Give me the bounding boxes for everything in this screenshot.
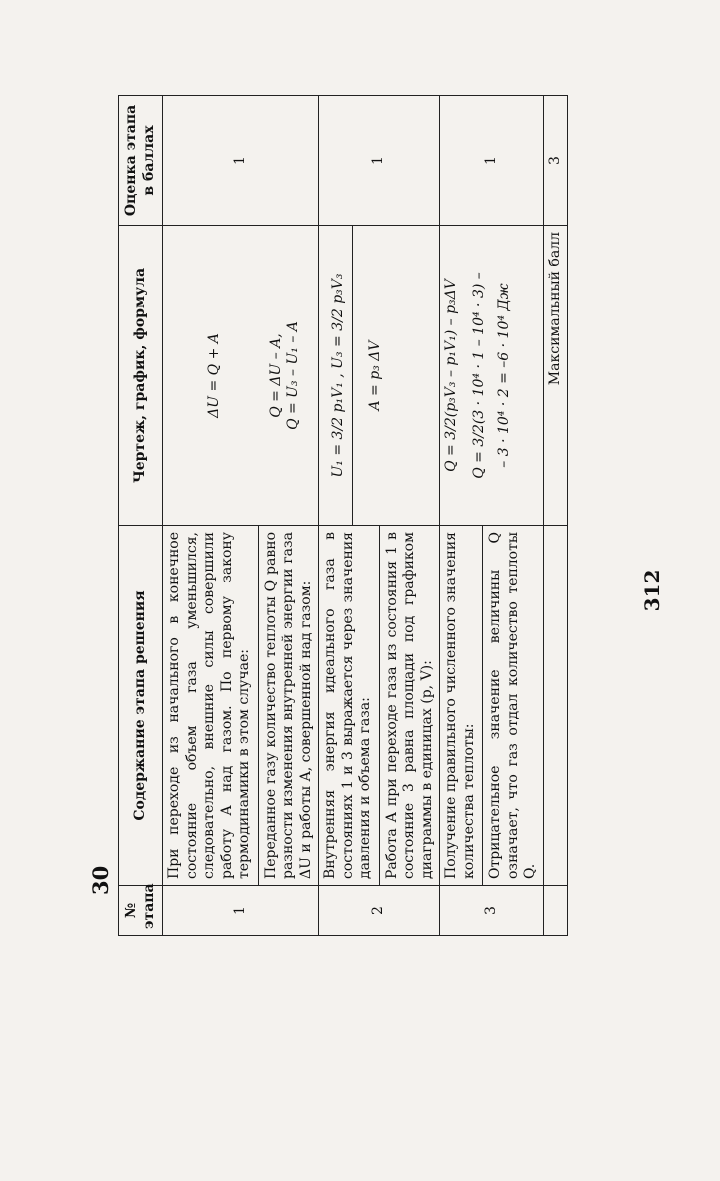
stage-formula [319,226,440,526]
stage-number: 2 [319,886,440,936]
empty-cell [543,886,568,936]
table-row [163,96,319,936]
table-row [440,96,544,936]
header-score: Оценка этапа в баллах [119,96,163,226]
formula-line: U₁ = 3/2 p₁V₁ , U₃ = 3/2 p₃V₃ [330,273,346,478]
content-text: Внутренняя энергия идеального газа в состояниях 1 и 3 выражается через значения давления и объема газа: [322,532,373,879]
table-row [319,96,440,936]
content-text: При переходе из начального в конечное состояние объем газа уменьшился, следовательно, внешние силы совершили работу A над газом. По первому закону термодинамики в этом случае: [166,532,252,879]
content-text: Переданное газу количество теплоты Q равно разности изменения внутренней энергии газа ΔU и работы A, совершенной над газом: [258,526,316,885]
header-row [119,96,163,936]
formula-line: Q = ΔU – A, [267,333,284,418]
content-text: Работа A при переходе газа из состояния 1 в состояние 3 равна площади под графиком диаграммы в единицах (p, V): [379,526,437,885]
stage-number: 1 [163,886,319,936]
stage-formula [163,226,319,526]
content-text: Получение правильного численного значения количества теплоты: [443,532,477,879]
max-score-value: 3 [543,96,568,226]
content-text: Отрицательное значение величины Q означает, что газ отдал количество теплоты Q. [482,526,540,885]
stage-content [319,526,440,886]
formula-line: Q = 3/2(p₃V₃ – p₁V₁) – p₃ΔV [443,279,459,472]
stage-number: 3 [440,886,544,936]
page-number: 312 [640,569,664,612]
formula-line: A = p₃ ΔV [352,226,397,525]
stage-formula [440,226,544,526]
max-score-row [543,96,568,936]
stage-score: 1 [319,96,440,226]
header-num: № этапа [119,886,163,936]
solution-table [118,95,568,936]
formula-line: ΔU = Q + A [206,333,222,418]
header-formula: Чертеж, график, формула [119,226,163,526]
empty-cell [543,526,568,886]
formula-line: Q = U₃ – U₁ – A [285,321,301,430]
stage-content [163,526,319,886]
formula-line: Q = 3/2(3 · 10⁴ · 1 – 10⁴ · 3) – [470,272,487,479]
max-score-label: Максимальный балл [543,226,568,526]
stage-content [440,526,544,886]
task-number: 30 [88,865,113,895]
formula-line: – 3 · 10⁴ · 2 = –6 · 10⁴ Дж [496,283,512,468]
header-content: Содержание этапа решения [119,526,163,886]
stage-score: 1 [163,96,319,226]
stage-score: 1 [440,96,544,226]
